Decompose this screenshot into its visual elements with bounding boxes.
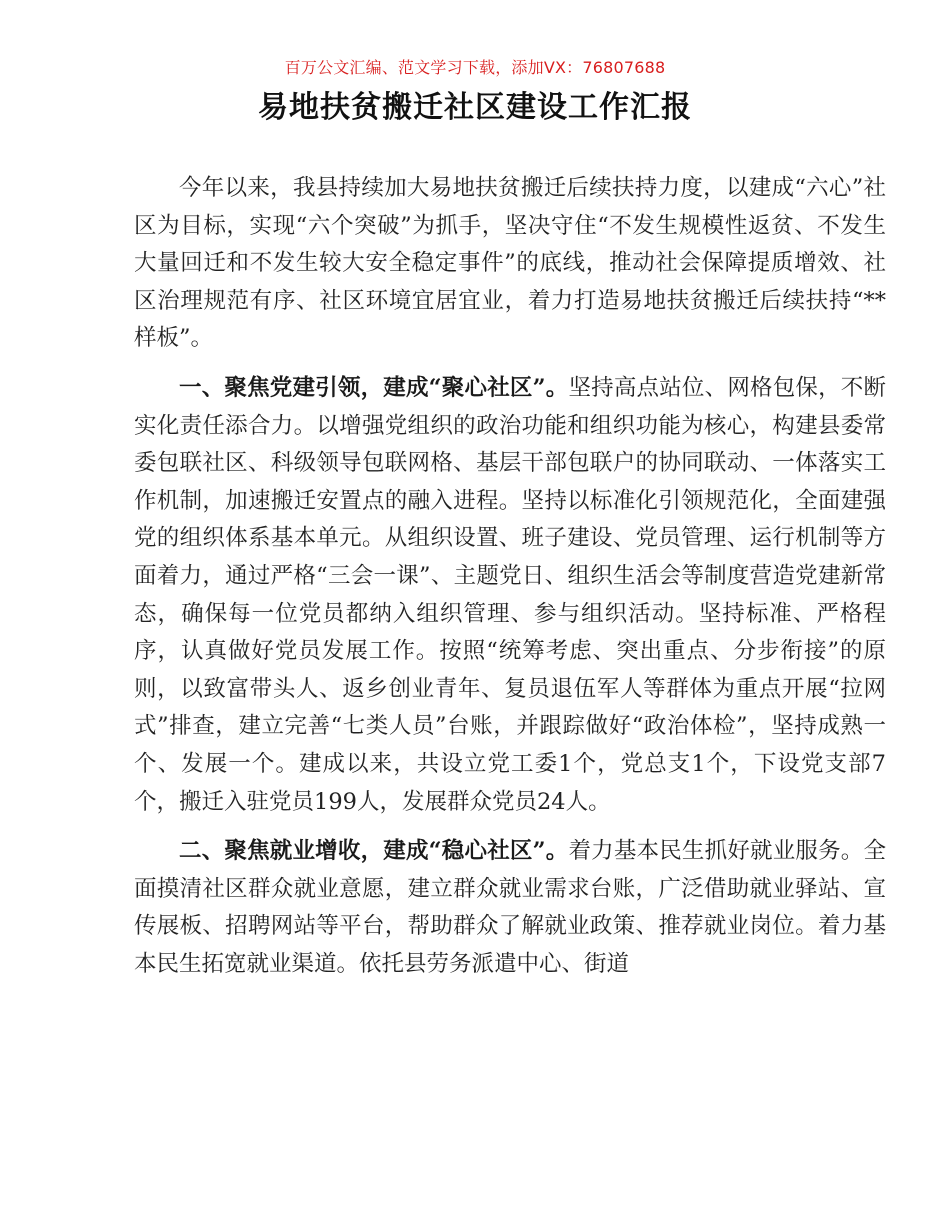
- section-2-heading: 二、聚焦就业增收，建成“稳心社区”。: [179, 838, 569, 865]
- document-body: [134, 170, 886, 995]
- section-1-text: 坚持高点站位、网格包保，不断实化责任添合力。以增强党组织的政治功能和组织功能为核心，构建县委常委包联社区、科级领导包联网格、基层干部包联户的协同联动、一体落实工作机制，加速搬迁安置点的融入进程。坚持以标准化引领规范化，全面建强党的组织体系基本单元。从组织设置、班子建设、党员管理、运行机制等方面着力，通过严格“三会一课”、主题党日、组织生活会等制度营造党建新常态，确保每一位党员都纳入组织管理、参与组织活动。坚持标准、严格程序，认真做好党员发展工作。按照“统筹考虑、突出重点、分步衔接”的原则，以致富带头人、返乡创业青年、复员退伍军人等群体为重点开展“拉网式”排查，建立完善“七类人员”台账，并跟踪做好“政治体检”，坚持成熟一个、发展一个。建成以来，共设立党工委1个，党总支1个，下设党支部7个，搬迁入驻党员199人，发展群众党员24人。: [134, 374, 886, 815]
- paragraph-intro: [134, 170, 886, 358]
- paragraph-section-2: [134, 833, 886, 983]
- paragraph-intro-text: 今年以来，我县持续加大易地扶贫搬迁后续扶持力度，以建成“六心”社区为目标，实现“六个突破”为抓手，坚决守住“不发生规模性返贫、不发生大量回迁和不发生较大安全稳定事件”的底线，推动社会保障提质增效、社区治理规范有序、社区环境宜居宜业，着力打造易地扶贫搬迁后续扶持“**样板”。: [134, 175, 886, 352]
- document-title: 易地扶贫搬迁社区建设工作汇报: [258, 90, 692, 125]
- paragraph-section-1: [134, 370, 886, 821]
- section-2-text: 着力基本民生抓好就业服务。全面摸清社区群众就业意愿，建立群众就业需求台账，广泛借助就业驿站、宣传展板、招聘网站等平台，帮助群众了解就业政策、推荐就业岗位。着力基本民生拓宽就业渠道。依托县劳务派遣中心、街道: [134, 838, 886, 977]
- watermark-banner: 百万公文汇编、范文学习下载，添加VX：76807688: [284, 58, 666, 77]
- section-1-heading: 一、聚焦党建引领，建成“聚心社区”。: [179, 374, 569, 401]
